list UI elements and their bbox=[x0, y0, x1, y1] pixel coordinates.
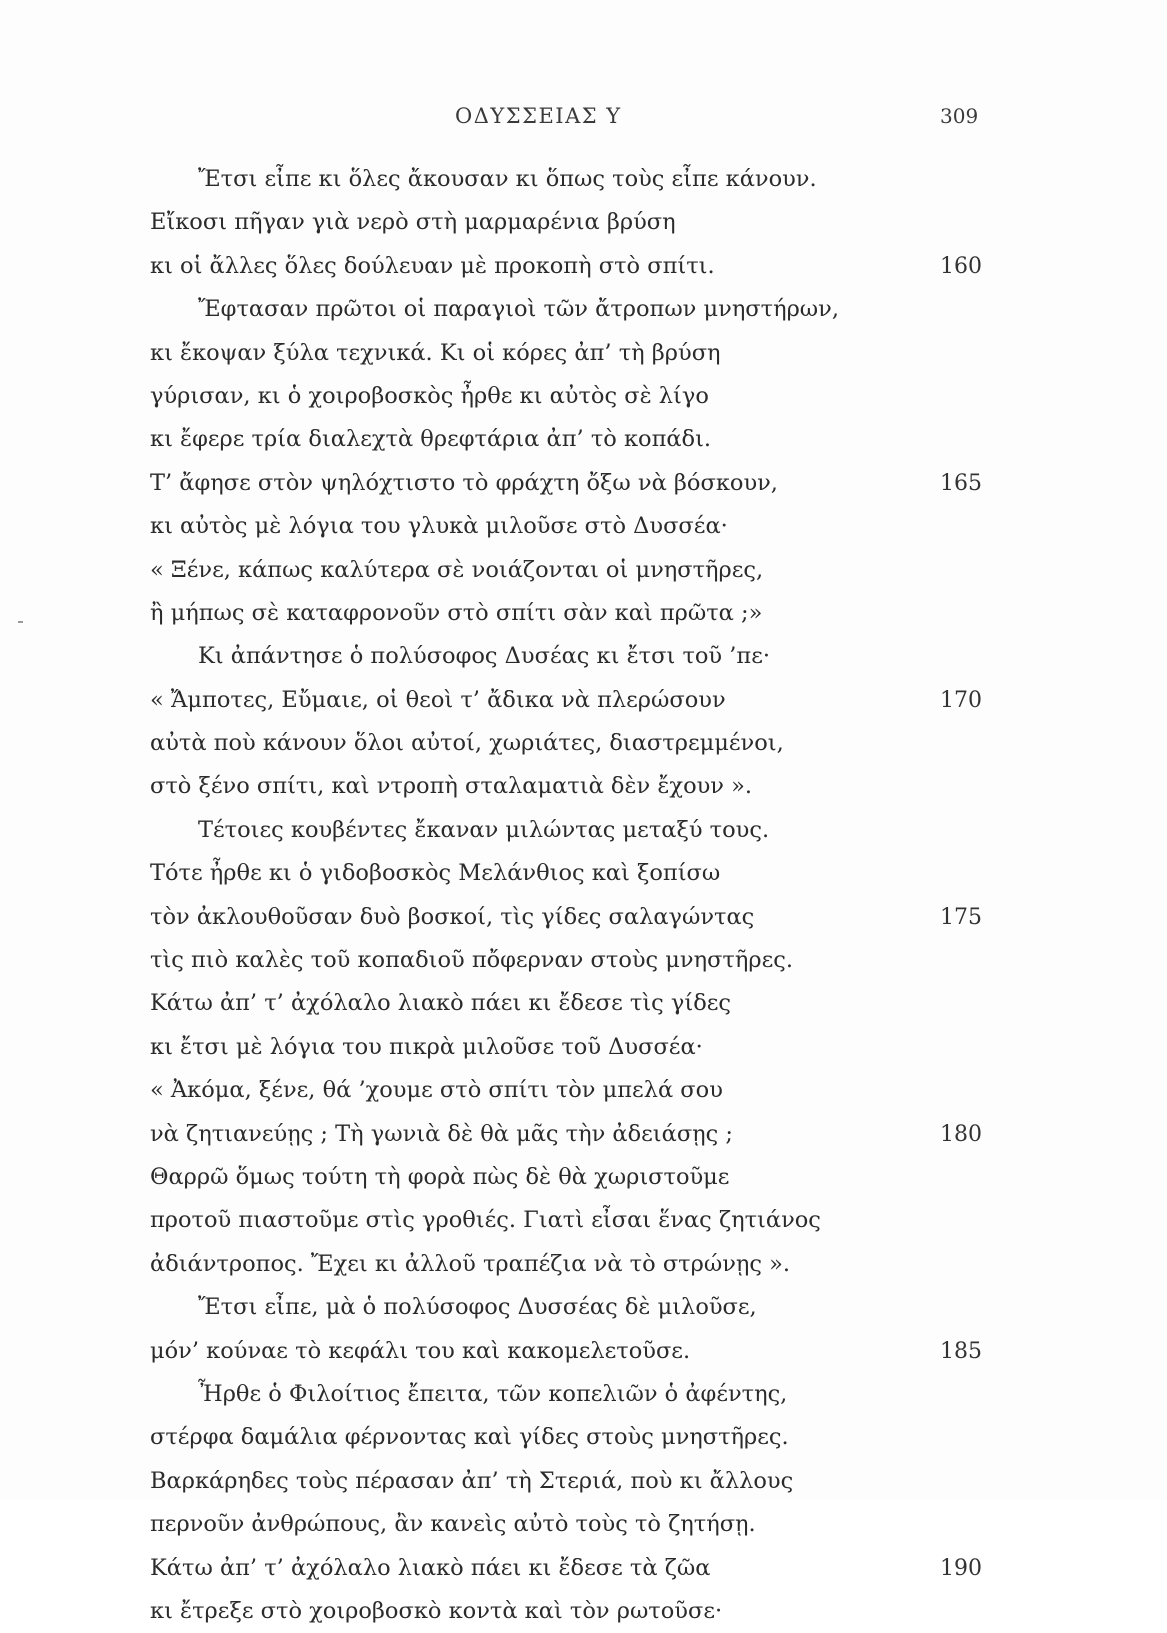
verse-line bbox=[150, 982, 1010, 1025]
verse-line bbox=[150, 332, 1010, 375]
verse-text: Κι ἀπάντησε ὁ πολύσοφος Δυσέας κι ἔτσι τοῦ ’πε· bbox=[198, 643, 771, 670]
verse-text: αὐτὰ ποὺ κάνουν ὅλοι αὐτοί, χωριάτες, διαστρεμμένοι, bbox=[150, 730, 784, 757]
verse-line bbox=[150, 635, 1010, 678]
line-number: 170 bbox=[940, 687, 982, 713]
verse-text: κι ἔτρεξε στὸ χοιροβοσκὸ κοντὰ καὶ τὸν ρωτοῦσε· bbox=[150, 1597, 723, 1624]
line-number: 165 bbox=[940, 470, 982, 496]
scan-speck bbox=[18, 621, 23, 623]
verse-line bbox=[150, 462, 1010, 505]
verse-text: Εἴκοσι πῆγαν γιὰ νερὸ στὴ μαρμαρένια βρύση bbox=[150, 209, 676, 236]
verse-text: Ἔφτασαν πρῶτοι οἱ παραγιοὶ τῶν ἄτροπων μνηστήρων, bbox=[198, 296, 839, 323]
verse-block bbox=[150, 158, 1010, 1633]
verse-text: κι ἔφερε τρία διαλεχτὰ θρεφτάρια ἀπ’ τὸ κοπάδι. bbox=[150, 426, 712, 453]
running-head bbox=[0, 104, 1167, 134]
verse-text: κι ἔτσι μὲ λόγια του πικρὰ μιλοῦσε τοῦ Δυσσέα· bbox=[150, 1033, 703, 1060]
verse-line bbox=[150, 1243, 1010, 1286]
verse-line bbox=[150, 1330, 1010, 1373]
verse-text: « Ἄμποτες, Εὔμαιε, οἱ θεοὶ τ’ ἄδικα νὰ πλερώσουν bbox=[150, 686, 726, 713]
verse-text: ἀδιάντροπος. Ἔχει κι ἀλλοῦ τραπέζια νὰ τὸ στρώνῃς ». bbox=[150, 1250, 791, 1277]
verse-text: « Ἀκόμα, ξένε, θά ’χουμε στὸ σπίτι τὸν μπελά σου bbox=[150, 1077, 723, 1104]
verse-line bbox=[150, 1373, 1010, 1416]
verse-text: Βαρκάρηδες τοὺς πέρασαν ἀπ’ τὴ Στεριά, ποὺ κι ἄλλους bbox=[150, 1467, 794, 1494]
verse-text: Ἔτσι εἶπε, μὰ ὁ πολύσοφος Δυσσέας δὲ μιλοῦσε, bbox=[198, 1294, 757, 1321]
verse-line bbox=[150, 505, 1010, 548]
verse-text: περνοῦν ἀνθρώπους, ἂν κανεὶς αὐτὸ τοὺς τὸ ζητήσῃ. bbox=[150, 1511, 756, 1538]
verse-line bbox=[150, 245, 1010, 288]
verse-line bbox=[150, 1069, 1010, 1112]
page-number: 309 bbox=[940, 104, 979, 128]
verse-line bbox=[150, 1416, 1010, 1459]
verse-text: « Ξένε, κάπως καλύτερα σὲ νοιάζονται οἱ μνηστῆρες, bbox=[150, 556, 764, 583]
verse-text: Ἦρθε ὁ Φιλοίτιος ἔπειτα, τῶν κοπελιῶν ὁ ἀφέντης, bbox=[198, 1380, 788, 1407]
verse-text: Ἔτσι εἶπε κι ὅλες ἄκουσαν κι ὅπως τοὺς εἶπε κάνουν. bbox=[198, 166, 817, 192]
line-number: 185 bbox=[940, 1338, 982, 1364]
verse-text: στέρφα δαμάλια φέρνοντας καὶ γίδες στοὺς μνηστῆρες. bbox=[150, 1424, 789, 1451]
verse-line bbox=[150, 1460, 1010, 1503]
verse-line bbox=[150, 1156, 1010, 1199]
verse-line bbox=[150, 592, 1010, 635]
verse-text: γύρισαν, κι ὁ χοιροβοσκὸς ἦρθε κι αὐτὸς σὲ λίγο bbox=[150, 382, 709, 409]
verse-line bbox=[150, 809, 1010, 852]
verse-line bbox=[150, 765, 1010, 808]
verse-line bbox=[150, 549, 1010, 592]
verse-line bbox=[150, 201, 1010, 244]
line-number: 160 bbox=[940, 253, 982, 279]
line-number: 190 bbox=[940, 1555, 982, 1581]
line-number: 180 bbox=[940, 1121, 982, 1147]
verse-text: κι αὐτὸς μὲ λόγια του γλυκὰ μιλοῦσε στὸ Δυσσέα· bbox=[150, 513, 728, 540]
verse-text: Θαρρῶ ὅμως τούτη τὴ φορὰ πὼς δὲ θὰ χωριστοῦμε bbox=[150, 1163, 730, 1190]
verse-line bbox=[150, 896, 1010, 939]
verse-text: Κάτω ἀπ’ τ’ ἀχόλαλο λιακὸ πάει κι ἔδεσε τὶς γίδες bbox=[150, 990, 732, 1017]
verse-line bbox=[150, 939, 1010, 982]
verse-line bbox=[150, 1199, 1010, 1242]
verse-line bbox=[150, 852, 1010, 895]
verse-line bbox=[150, 288, 1010, 331]
verse-line bbox=[150, 1590, 1010, 1633]
verse-text: Τ’ ἄφησε στὸν ψηλόχτιστο τὸ φράχτη ὄξω νὰ βόσκουν, bbox=[150, 469, 778, 496]
verse-text: προτοῦ πιαστοῦμε στὶς γροθιές. Γιατὶ εἶσαι ἕνας ζητιάνος bbox=[150, 1207, 821, 1234]
verse-line bbox=[150, 1503, 1010, 1546]
verse-text: νὰ ζητιανεύῃς ; Τὴ γωνιὰ δὲ θὰ μᾶς τὴν ἀδειάσῃς ; bbox=[150, 1120, 734, 1147]
verse-text: Τότε ἦρθε κι ὁ γιδοβοσκὸς Μελάνθιος καὶ ξοπίσω bbox=[150, 860, 721, 887]
verse-text: τὶς πιὸ καλὲς τοῦ κοπαδιοῦ πὄφερναν στοὺς μνηστῆρες. bbox=[150, 947, 793, 974]
line-number: 175 bbox=[940, 904, 982, 930]
verse-text: στὸ ξένο σπίτι, καὶ ντροπὴ σταλαματιὰ δὲν ἔχουν ». bbox=[150, 773, 753, 800]
verse-text: μόν’ κούναε τὸ κεφάλι του καὶ κακομελετοῦσε. bbox=[150, 1337, 691, 1364]
verse-text: Τέτοιες κουβέντες ἔκαναν μιλώντας μεταξύ τους. bbox=[198, 816, 770, 843]
verse-line bbox=[150, 158, 1010, 201]
verse-text: ἢ μήπως σὲ καταφρονοῦν στὸ σπίτι σὰν καὶ πρῶτα ;» bbox=[150, 599, 763, 626]
verse-line bbox=[150, 1286, 1010, 1329]
verse-text: Κάτω ἀπ’ τ’ ἀχόλαλο λιακὸ πάει κι ἔδεσε τὰ ζῶα bbox=[150, 1554, 711, 1581]
verse-text: κι οἱ ἄλλες ὅλες δούλευαν μὲ προκοπὴ στὸ σπίτι. bbox=[150, 252, 715, 279]
verse-text: τὸν ἀκλουθοῦσαν δυὸ βοσκοί, τὶς γίδες σαλαγώντας bbox=[150, 903, 755, 930]
verse-line bbox=[150, 679, 1010, 722]
verse-text: κι ἔκοψαν ξύλα τεχνικά. Κι οἱ κόρες ἀπ’ τὴ βρύση bbox=[150, 339, 721, 366]
verse-line bbox=[150, 1113, 1010, 1156]
verse-line bbox=[150, 722, 1010, 765]
verse-line bbox=[150, 1026, 1010, 1069]
running-title: ΟΔΥΣΣΕΙΑΣ Υ bbox=[455, 104, 622, 128]
verse-line bbox=[150, 375, 1010, 418]
verse-line bbox=[150, 1547, 1010, 1590]
verse-line bbox=[150, 418, 1010, 461]
